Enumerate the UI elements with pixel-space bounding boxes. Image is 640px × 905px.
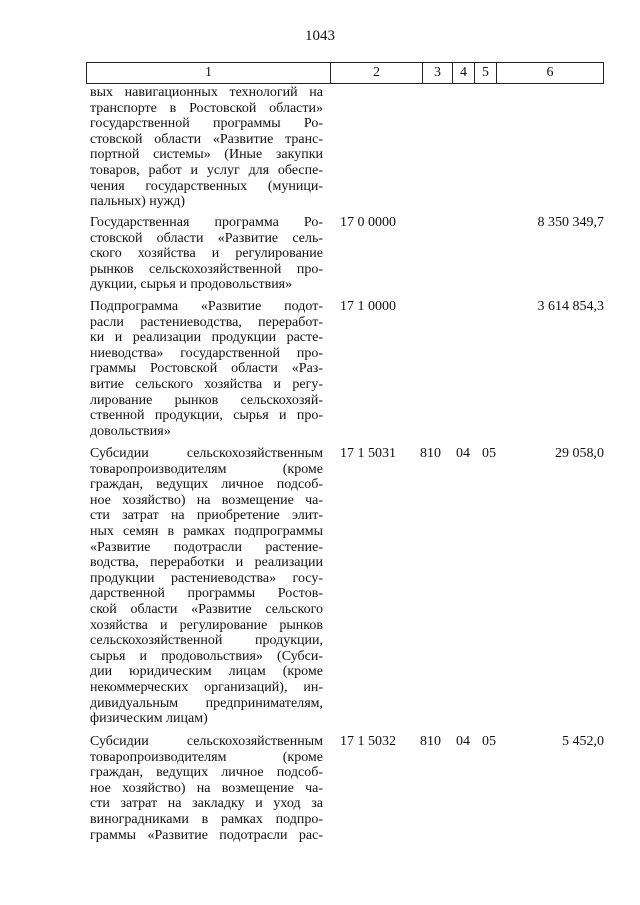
description-line: сти затрат на закладку и уход за [90,796,323,812]
header-col-2: 2 [331,63,423,83]
row-description [90,446,323,727]
description-line: ных семян в рамках подпрограммы [90,523,323,539]
row-description [90,215,323,293]
description-line: рынков сельскохозяйственной про- [90,261,323,277]
row-amount: 3 614 854,3 [537,299,604,314]
table-header [86,62,604,84]
description-line: чения государственных (муници- [90,178,323,194]
row-code: 17 1 0000 [340,299,396,314]
description-line: товаров, работ и услуг для обеспе- [90,162,323,178]
description-line: сырья и продовольствия» (Субси- [90,648,323,664]
description-line: пальных) нужд) [90,194,186,210]
row-amount: 5 452,0 [562,734,604,749]
header-col-6: 6 [546,65,554,80]
description-line: «Развитие подотрасли растение- [90,539,323,555]
row-col-5: 05 [482,446,496,461]
description-line: граммы Ростовской области «Раз- [90,361,323,377]
description-line: стовской области «Развитие транс- [90,131,323,147]
row-col-4: 04 [456,446,470,461]
description-line: продукции растениеводства» госу- [90,570,323,586]
description-line: портной системы» (Иные закупки [90,147,323,163]
description-line: сельскохозяйственной продукции, [90,633,323,649]
description-line: граждан, ведущих личное подсоб- [90,765,323,781]
header-col-1: 1 [87,63,331,83]
row-code: 17 0 0000 [340,215,396,230]
description-line: лирование рынков сельскохозяй- [90,392,323,408]
description-line: дии юридическим лицам (кроме [90,664,323,680]
row-col-3: 810 [420,446,441,461]
description-line: вых навигационных технологий на [90,85,323,100]
row-code: 17 1 5032 [340,734,396,749]
row-description [90,299,323,439]
description-line: ки и реализации продукции расте- [90,330,323,346]
row-amount: 8 350 349,7 [537,215,604,230]
description-line: виноградниками в рамках подпро- [90,811,323,827]
page-number: 1043 [305,28,335,44]
row-col-3: 810 [420,734,441,749]
description-line: сти затрат на приобретение элит- [90,508,323,524]
row-description [90,85,323,210]
description-line: дарственной программы Ростов- [90,586,323,602]
header-col-5: 5 [475,63,497,83]
description-line: ственной продукции, сырья и про- [90,408,323,424]
description-line: дукции, сырья и продовольствия» [90,277,293,293]
row-description [90,734,323,843]
description-line: расли растениеводства, переработ- [90,314,323,330]
row-code: 17 1 5031 [340,446,396,461]
description-line: транспорте в Ростовской области» [90,100,323,116]
description-line: витие сельского хозяйства и регу- [90,376,323,392]
description-line: ное хозяйство) на возмещение ча- [90,780,323,796]
description-line: граждан, ведущих личное подсоб- [90,477,323,493]
row-amount: 29 058,0 [555,446,604,461]
description-line: Субсидии сельскохозяйственным [90,734,323,749]
description-line: ской области «Развитие сельского [90,601,323,617]
description-line: водства, переработки и реализации [90,555,323,571]
description-line: некоммерческих организаций), ин- [90,679,323,695]
description-line: государственной программы Ро- [90,116,323,132]
row-col-4: 04 [456,734,470,749]
description-line: товаропроизводителям (кроме [90,749,323,765]
description-line: хозяйства и регулирование рынков [90,617,323,633]
description-line: товаропроизводителям (кроме [90,461,323,477]
description-line: стовской области «Развитие сель- [90,230,323,246]
description-line: физическим лицам) [90,711,208,727]
description-line: дивидуальным предпринимателям, [90,695,323,711]
header-col-3: 3 [423,63,453,83]
description-line: ниеводства» государственной про- [90,345,323,361]
description-line: ского хозяйства и регулирование [90,246,323,262]
row-col-5: 05 [482,734,496,749]
description-line: ное хозяйство) на возмещение ча- [90,492,323,508]
description-line: Подпрограмма «Развитие подот- [90,299,323,314]
header-col-4: 4 [453,63,475,83]
description-line: довольствия» [90,423,171,439]
description-line: граммы «Развитие подотрасли рас- [90,827,323,843]
description-line: Государственная программа Ро- [90,215,323,230]
description-line: Субсидии сельскохозяйственным [90,446,323,461]
